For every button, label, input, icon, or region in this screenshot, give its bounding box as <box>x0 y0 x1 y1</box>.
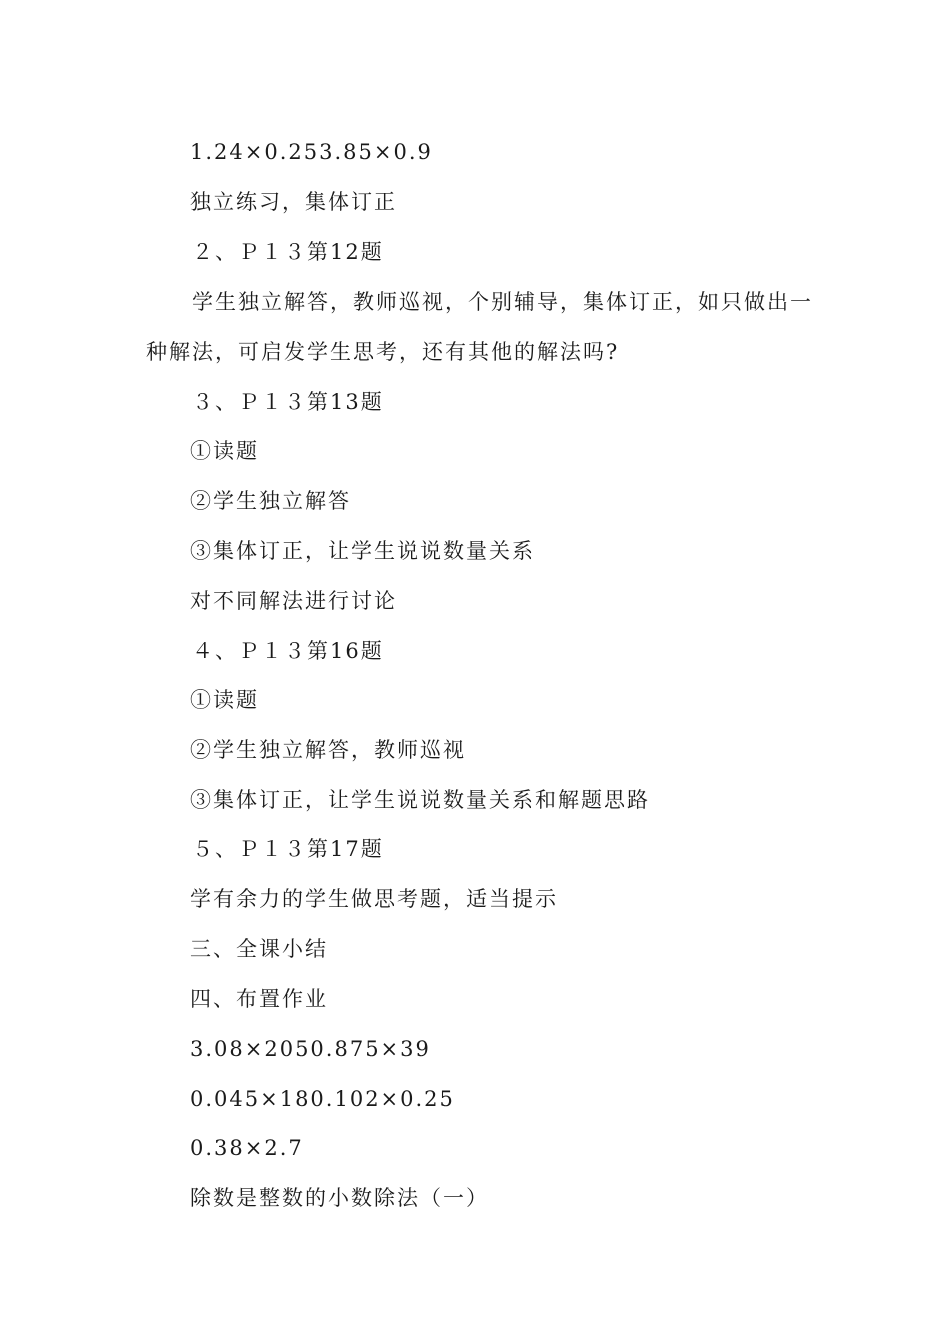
list-item: ③集体订正，让学生说说数量关系和解题思路 <box>190 788 650 812</box>
text-line: 0.38×2.7 <box>190 1136 304 1160</box>
list-item: ②学生独立解答，教师巡视 <box>190 738 466 762</box>
paragraph-line: 学生独立解答，教师巡视，个别辅导，集体订正，如只做出一 <box>192 290 813 314</box>
section-heading: ４、Ｐ１３第16题 <box>192 639 384 663</box>
text-line: 学有余力的学生做思考题，适当提示 <box>190 887 558 911</box>
section-heading: 除数是整数的小数除法（一） <box>190 1186 489 1210</box>
text-line: 1.24×0.253.85×0.9 <box>190 140 433 164</box>
list-item: ②学生独立解答 <box>190 489 351 513</box>
text-line: 对不同解法进行讨论 <box>190 589 397 613</box>
list-item: ①读题 <box>190 688 259 712</box>
paragraph-line: 种解法，可启发学生思考，还有其他的解法吗? <box>146 340 620 364</box>
text-line: 0.045×180.102×0.25 <box>190 1087 455 1111</box>
text-line: 独立练习，集体订正 <box>190 190 397 214</box>
section-heading: 四、布置作业 <box>190 987 328 1011</box>
section-heading: 三、全课小结 <box>190 937 328 961</box>
text-line: 3.08×2050.875×39 <box>190 1037 431 1061</box>
section-heading: ３、Ｐ１３第13题 <box>192 390 384 414</box>
section-heading: ２、Ｐ１３第12题 <box>192 240 384 264</box>
list-item: ①读题 <box>190 439 259 463</box>
section-heading: ５、Ｐ１３第17题 <box>192 837 384 861</box>
list-item: ③集体订正，让学生说说数量关系 <box>190 539 535 563</box>
